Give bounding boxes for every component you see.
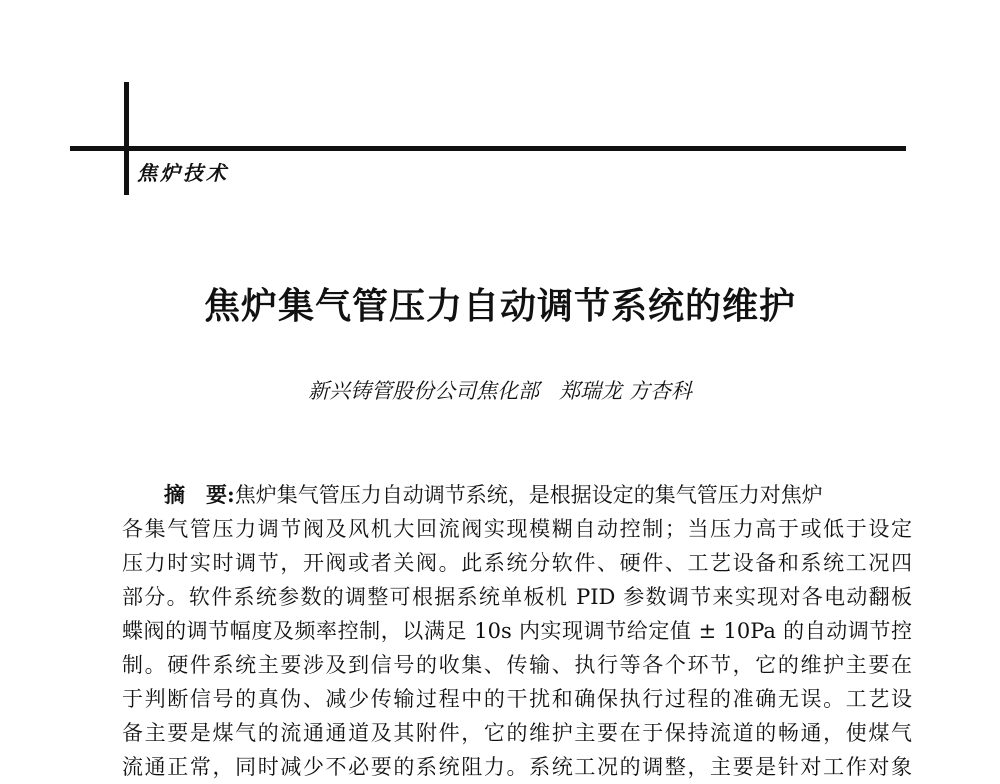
article-title: 焦炉集气管压力自动调节系统的维护: [203, 285, 796, 327]
header-vertical-rule: [124, 82, 129, 195]
abstract-line: 蝶阀的调节幅度及频率控制，以满足 10s 内实现调节给定值 ± 10Pa 的自动调节控: [122, 619, 912, 643]
abstract-line: 流通正常，同时减少不必要的系统阻力。系统工况的调整，主要是针对工作对象: [122, 755, 912, 779]
abstract-line: 各集气管压力调节阀及风机大回流阀实现模糊自动控制；当压力高于或低于设定: [122, 517, 912, 541]
byline: [0, 375, 1000, 405]
abstract-line: 部分。软件系统参数的调整可根据系统单板机 PID 参数调节来实现对各电动翻板: [122, 585, 912, 609]
abstract-line: 压力时实时调节，开阀或者关阀。此系统分软件、硬件、工艺设备和系统工况四: [122, 551, 912, 575]
header-horizontal-rule: [70, 146, 906, 151]
abstract-line: 备主要是煤气的流通通道及其附件，它的维护主要在于保持流道的畅通，使煤气: [122, 721, 912, 745]
abstract-line-text: 焦炉集气管压力自动调节系统，是根据设定的集气管压力对焦炉: [234, 483, 823, 507]
abstract-line: [122, 478, 912, 512]
affiliation: 新兴铸管股份公司焦化部: [308, 379, 540, 403]
authors: 郑瑞龙 方杏科: [559, 379, 692, 403]
abstract-line: 制。硬件系统主要涉及到信号的收集、传输、执行等各个环节，它的维护主要在: [122, 653, 912, 677]
section-label: 焦炉技术: [137, 161, 229, 185]
abstract-label: 摘 要:: [164, 482, 235, 507]
abstract: [122, 478, 912, 784]
abstract-line: 于判断信号的真伪、减少传输过程中的干扰和确保执行过程的准确无误。工艺设: [122, 687, 912, 711]
